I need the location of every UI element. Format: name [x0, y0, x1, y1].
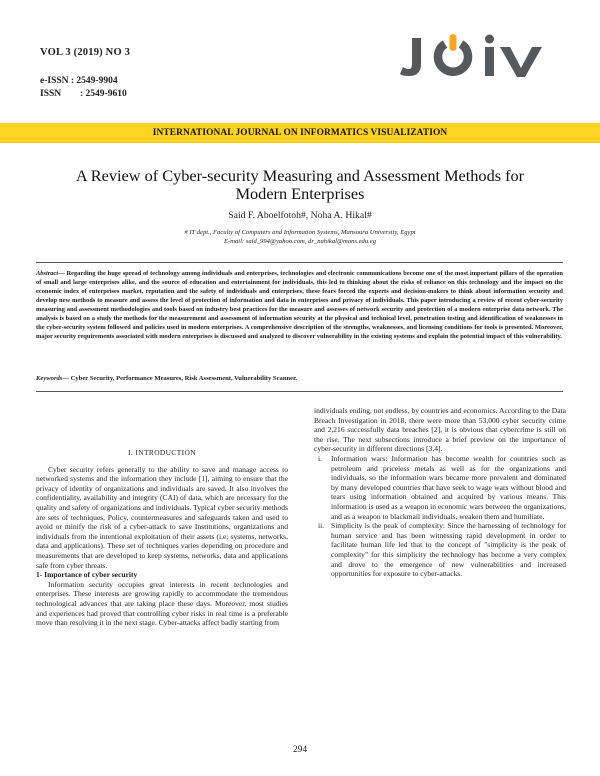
subsection-heading: 1- Importance of cyber security: [36, 570, 138, 580]
importance-list: [314, 454, 566, 579]
logo-letter-j: [400, 38, 421, 76]
journal-logo: [400, 30, 555, 80]
abstract-bottom-rule: [36, 391, 563, 392]
left-column: [36, 448, 288, 628]
paragraph: individuals ending, not endless, by countries and economics. According to the Data Breach Investigation in 2018, there were more than 53,000 cyber security crime and 2,216 successfully data breaches [2], it is obvious that cybercrime is still on the rise. The next subsections introduce a brief preview on the importance of cyber-security in different directions [3,4].: [314, 406, 566, 454]
title-line-1: A Review of Cyber-security Measuring and Assessment Methods for: [75, 166, 525, 185]
paper-title: [60, 167, 540, 203]
eissn-value: 2549-9904: [76, 76, 118, 86]
issn-line: [40, 89, 127, 99]
paragraph: Information security occupies great interests in recent technologies and enterprises. These interests are growing rapidly to accommodate the tremendous technological advances that are taking place these days. Moreover, most studies and experiences had proved that controlling cyber risks in real time is a preferable move than resolving it in the next stage. Cyber-attacks affect badly starting from: [36, 579, 288, 628]
eissn-label: e-ISSN :: [40, 76, 77, 86]
volume-info: VOL 3 (2019) NO 3: [40, 47, 131, 58]
page-number: 294: [292, 745, 308, 755]
email: E-mail: said_994@yahoo.com, dr_nahikal@mans.edu.eg: [223, 238, 377, 246]
journal-name-band: [0, 123, 600, 143]
keywords-body: — Cyber Security, Performance Measures, Risk Assessment, Vulnerability Scanner.: [62, 375, 298, 382]
list-item-text: Information wars: Information has become wealth for countries such as petroleum and priceless metals as well as for the organizations and individuals, so the information wars became more prevalent and dominated by many developed countries that have seek to wage wars without blood and tears using information obtained and acquired by various means. This information is used as a weapon in economic wars between the organizations, and as a weapon to blackmail individuals, weaken them and humiliate.: [331, 453, 566, 521]
abstract-lead: Abstract: [36, 270, 59, 277]
paragraph: Cyber security refers generally to the ability to save and manage access to networked systems and the information they include [1], aiming to ensure that the privacy of identity of organizations and individuals are saved. It also involves the confidentiality, availability and integrity (CAI) of data, which are necessary for the quality and safety of organizations and individuals. Typical cyber security methods are sets of techniques, Policy, countermeasures and safeguards taken and used to avoid or minify the risk of a cyber-attack to save Institutions, organizations and individuals from the intentional exploitation of their assets (i.e; systems, networks, data and applications). These set of techniques varies depending on procedure and measurements that are developed to keep systems, networks, data and applications safe from cyber threats.: [36, 464, 288, 570]
list-marker: i.: [318, 453, 322, 463]
title-line-2: Modern Enterprises: [235, 184, 365, 203]
logo-letter-v: [500, 47, 542, 77]
keywords: [36, 375, 563, 382]
section-heading: I. INTRODUCTION: [128, 448, 196, 457]
journal-name: INTERNATIONAL JOURNAL ON INFORMATICS VISUALIZATION: [152, 128, 448, 138]
authors: Said F. Aboelfotoh#, Noha A. Hikal#: [228, 210, 372, 221]
affiliation: # IT dept., Faculty of Computers and Information Systems, Mansoura University, Egypt: [184, 229, 416, 236]
abstract-body: — Regarding the huge spread of technology among individuals and enterprises, technologies and electronic communications become one of the most important pillars of the operation of small and large enterprises alike, and the source of education and entertainment for individuals, this led to thinking about the risks of reliance on this technology and the impact on the economic index of enterprises market, reputation and the safety of individuals and enterprises, these fears forced the experts and decision-makers to think about information security and develop new methods to measure and assess the level of protection of information and data in enterprises and privacy of individuals. This paper introducing a review of recent cyber-security measuring and assessment methodologies and tools based on industry best practices for the measure and assesses of network security and protection of a modern enterprise data network. The analysis is based on a study the methods for the measurement and assessment of information security at the physical and technical level, penetration testing and identification of weaknesses in the cyber-security system followed and policies used in modern enterprises. A comprehensive description of the strengths, weaknesses, and licensing conditions for tools is presented. Moreover, major security requirements associated with modern enterprises is discussed and analyzed to discover vulnerability in the existing systems and explain the potential impact of this vulnerability.: [36, 270, 563, 340]
issn-value: : 2549-9610: [80, 89, 127, 99]
logo-letter-o: [438, 34, 468, 72]
list-marker: ii.: [318, 521, 325, 531]
keywords-lead: Keywords: [36, 375, 63, 382]
eissn-line: [40, 76, 118, 86]
abstract-top-rule: [36, 262, 563, 263]
list-item: [314, 521, 566, 579]
list-item: [314, 454, 566, 521]
logo-letter-i: [485, 47, 494, 76]
issn-label: ISSN: [40, 89, 62, 99]
affiliation-block: [60, 228, 540, 247]
abstract: [36, 270, 563, 342]
right-column: [314, 406, 566, 579]
list-item-text: Simplicity is the peak of complexity: Since the harnessing of technology for human service and has been witnessing rapid development in order to facilitate human life led that to the concept of "simplicity is the peak of complexity" for this simplicity the technology has become a very complex and drove to the emergence of new vulnerabilities and increased opportunities for exposure to cyber-attacks.: [331, 521, 566, 579]
